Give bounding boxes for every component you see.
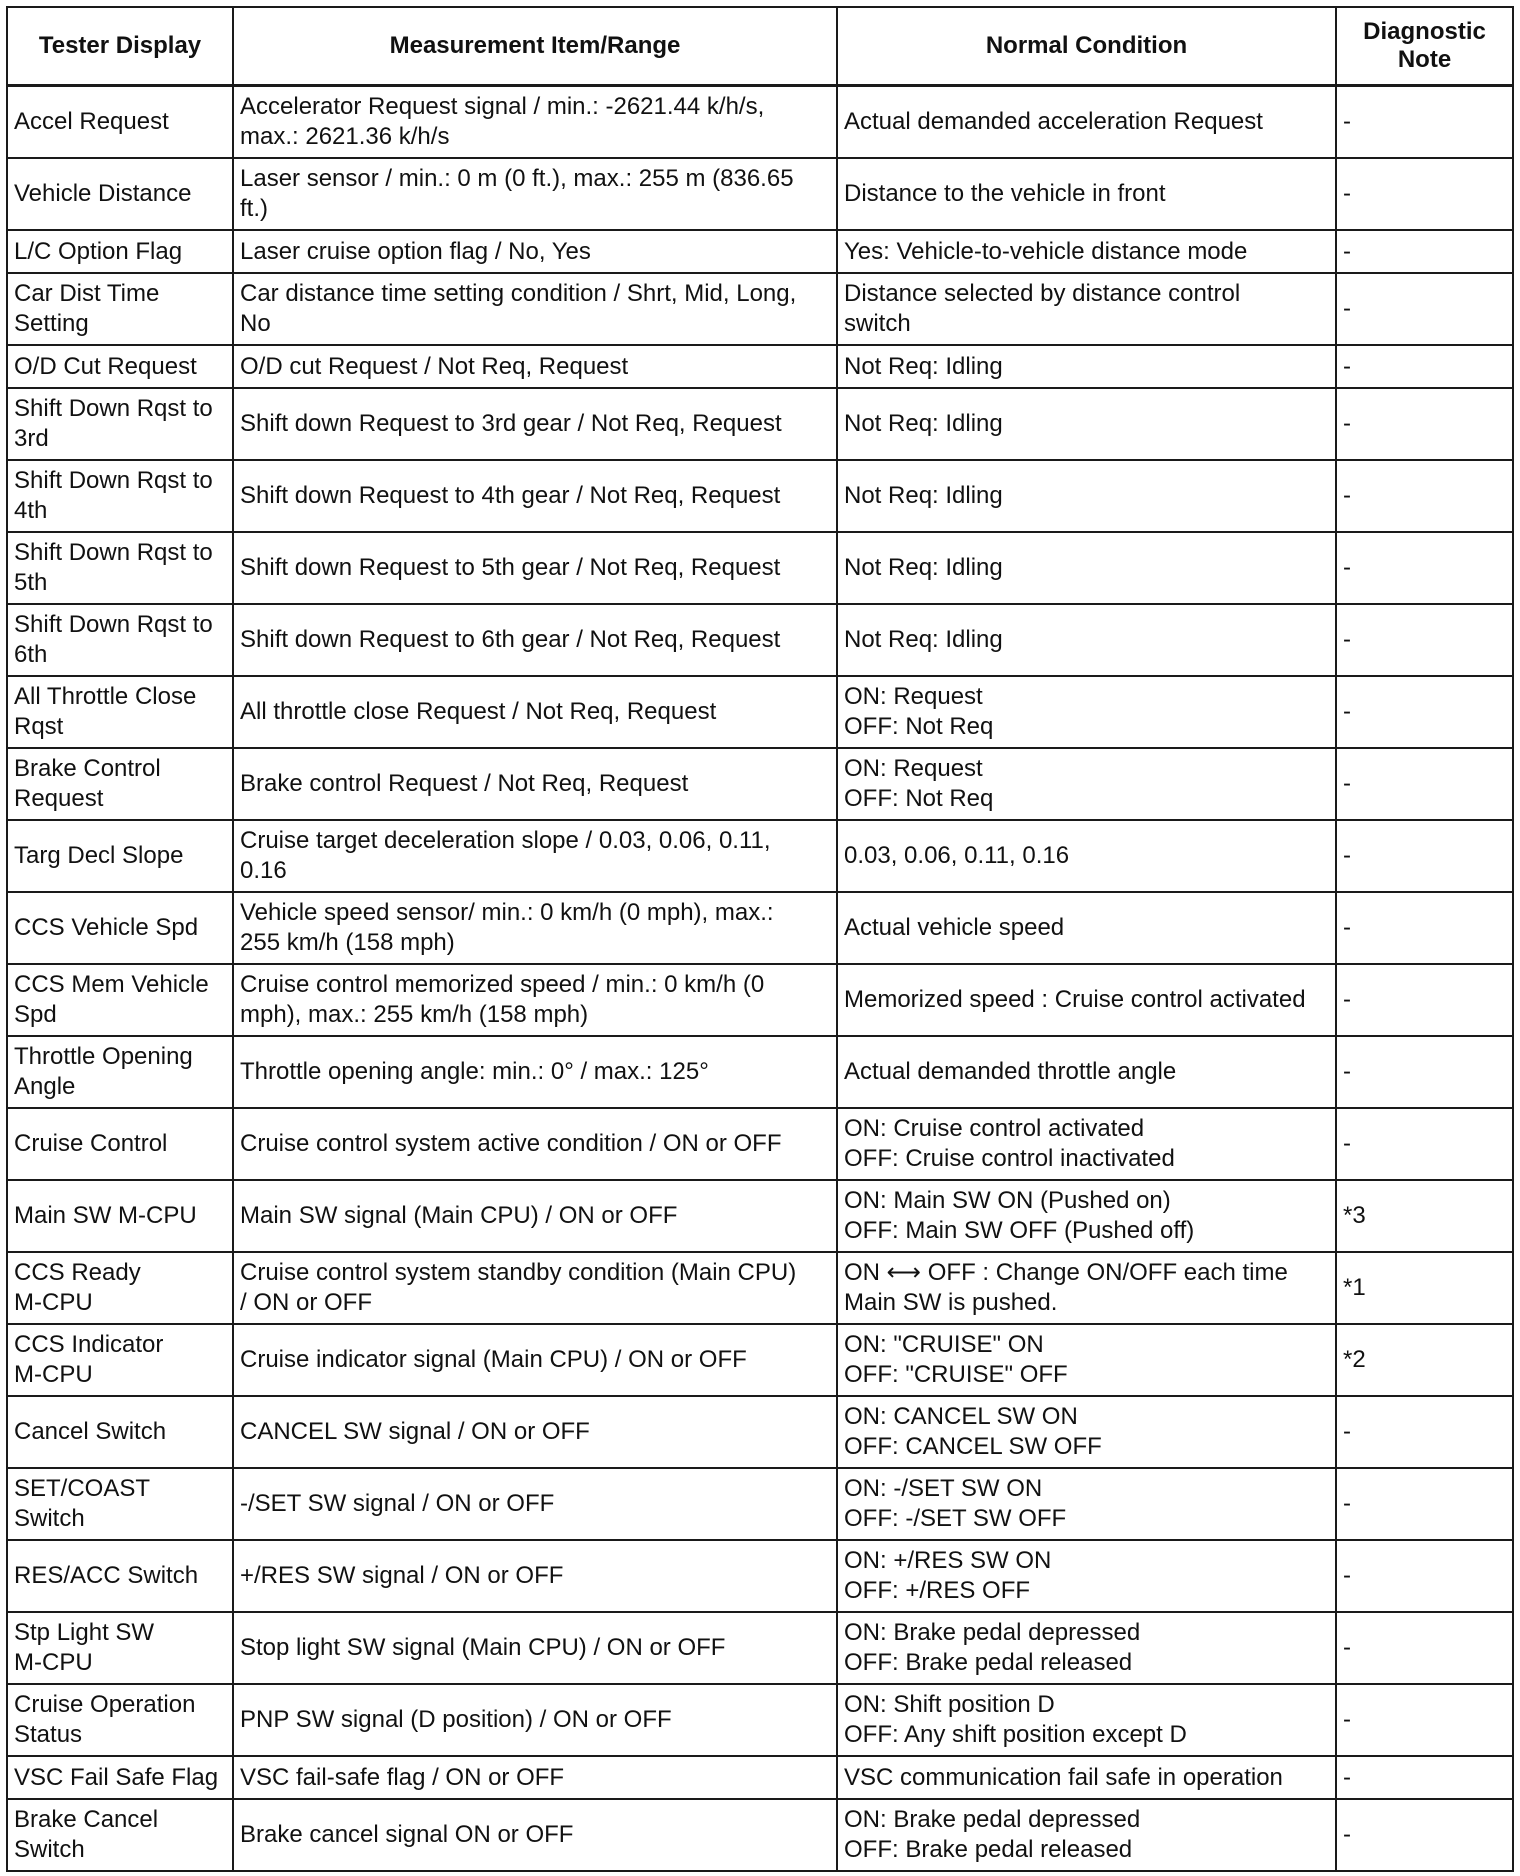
table-row <box>7 158 1513 230</box>
cell-tester-display: Shift Down Rqst to 3rd <box>7 388 233 460</box>
header-measurement: Measurement Item/Range <box>233 7 837 86</box>
cell-tester-display: Main SW M-CPU <box>7 1180 233 1252</box>
cell-normal-condition: Not Req: Idling <box>837 345 1336 388</box>
table-row <box>7 1684 1513 1756</box>
table-body <box>7 86 1513 1872</box>
cell-normal-condition: Not Req: Idling <box>837 604 1336 676</box>
cell-measurement: Laser cruise option flag / No, Yes <box>233 230 837 273</box>
cell-measurement: Vehicle speed sensor/ min.: 0 km/h (0 mph), max.: 255 km/h (158 mph) <box>233 892 837 964</box>
cell-measurement: Car distance time setting condition / Shrt, Mid, Long, No <box>233 273 837 345</box>
cell-diagnostic-note: - <box>1336 1108 1513 1180</box>
cell-tester-display: SET/COAST Switch <box>7 1468 233 1540</box>
cell-measurement: Cruise target deceleration slope / 0.03, 0.06, 0.11, 0.16 <box>233 820 837 892</box>
cell-normal-condition: ON ⟷ OFF : Change ON/OFF each time Main SW is pushed. <box>837 1252 1336 1324</box>
table-row <box>7 273 1513 345</box>
cell-measurement: Throttle opening angle: min.: 0° / max.: 125° <box>233 1036 837 1108</box>
cell-tester-display: Throttle Opening Angle <box>7 1036 233 1108</box>
table-row <box>7 1756 1513 1799</box>
cell-measurement: Cruise control system standby condition (Main CPU) / ON or OFF <box>233 1252 837 1324</box>
table-header <box>7 7 1513 86</box>
cell-tester-display: Brake Cancel Switch <box>7 1799 233 1871</box>
cell-diagnostic-note: - <box>1336 273 1513 345</box>
cell-tester-display: Car Dist Time Setting <box>7 273 233 345</box>
table-row <box>7 1612 1513 1684</box>
cell-measurement: Cruise indicator signal (Main CPU) / ON or OFF <box>233 1324 837 1396</box>
cell-measurement: VSC fail-safe flag / ON or OFF <box>233 1756 837 1799</box>
cell-normal-condition: Distance to the vehicle in front <box>837 158 1336 230</box>
cell-normal-condition: ON: Shift position D OFF: Any shift position except D <box>837 1684 1336 1756</box>
cell-measurement: Shift down Request to 6th gear / Not Req, Request <box>233 604 837 676</box>
cell-tester-display: Cruise Control <box>7 1108 233 1180</box>
cell-tester-display: Shift Down Rqst to 5th <box>7 532 233 604</box>
cell-diagnostic-note: - <box>1336 748 1513 820</box>
cell-measurement: Brake control Request / Not Req, Request <box>233 748 837 820</box>
cell-tester-display: Shift Down Rqst to 6th <box>7 604 233 676</box>
cell-diagnostic-note: - <box>1336 1612 1513 1684</box>
cell-diagnostic-note: - <box>1336 676 1513 748</box>
cell-diagnostic-note: - <box>1336 820 1513 892</box>
cell-normal-condition: Actual demanded throttle angle <box>837 1036 1336 1108</box>
table-row <box>7 86 1513 159</box>
cell-measurement: Shift down Request to 5th gear / Not Req, Request <box>233 532 837 604</box>
table-row <box>7 964 1513 1036</box>
cell-normal-condition: ON: Main SW ON (Pushed on) OFF: Main SW OFF (Pushed off) <box>837 1180 1336 1252</box>
cell-diagnostic-note: *1 <box>1336 1252 1513 1324</box>
cell-measurement: PNP SW signal (D position) / ON or OFF <box>233 1684 837 1756</box>
cell-tester-display: CCS Vehicle Spd <box>7 892 233 964</box>
cell-tester-display: O/D Cut Request <box>7 345 233 388</box>
cell-tester-display: CCS Mem Vehicle Spd <box>7 964 233 1036</box>
cell-normal-condition: Distance selected by distance control switch <box>837 273 1336 345</box>
table-row <box>7 892 1513 964</box>
cell-normal-condition: ON: -/SET SW ON OFF: -/SET SW OFF <box>837 1468 1336 1540</box>
cell-measurement: Shift down Request to 4th gear / Not Req, Request <box>233 460 837 532</box>
table-row <box>7 388 1513 460</box>
cell-diagnostic-note: - <box>1336 345 1513 388</box>
cell-normal-condition: Actual vehicle speed <box>837 892 1336 964</box>
cell-normal-condition: Not Req: Idling <box>837 460 1336 532</box>
data-list-sheet <box>6 6 1512 1870</box>
cell-diagnostic-note: - <box>1336 86 1513 159</box>
cell-tester-display: CCS Ready M-CPU <box>7 1252 233 1324</box>
cell-diagnostic-note: - <box>1336 1684 1513 1756</box>
cell-normal-condition: 0.03, 0.06, 0.11, 0.16 <box>837 820 1336 892</box>
cell-diagnostic-note: *2 <box>1336 1324 1513 1396</box>
cell-normal-condition: ON: Brake pedal depressed OFF: Brake pedal released <box>837 1612 1336 1684</box>
cell-normal-condition: ON: Cruise control activated OFF: Cruise control inactivated <box>837 1108 1336 1180</box>
cell-diagnostic-note: - <box>1336 964 1513 1036</box>
table-row <box>7 748 1513 820</box>
cell-diagnostic-note: *3 <box>1336 1180 1513 1252</box>
header-row <box>7 7 1513 86</box>
cell-normal-condition: Not Req: Idling <box>837 388 1336 460</box>
cell-measurement: Main SW signal (Main CPU) / ON or OFF <box>233 1180 837 1252</box>
table-row <box>7 604 1513 676</box>
header-normal-condition: Normal Condition <box>837 7 1336 86</box>
cell-normal-condition: ON: "CRUISE" ON OFF: "CRUISE" OFF <box>837 1324 1336 1396</box>
table-row <box>7 1799 1513 1871</box>
cell-tester-display: Accel Request <box>7 86 233 159</box>
cell-diagnostic-note: - <box>1336 158 1513 230</box>
table-row <box>7 1396 1513 1468</box>
cell-measurement: O/D cut Request / Not Req, Request <box>233 345 837 388</box>
cell-measurement: Laser sensor / min.: 0 m (0 ft.), max.: 255 m (836.65 ft.) <box>233 158 837 230</box>
cell-tester-display: Vehicle Distance <box>7 158 233 230</box>
cell-normal-condition: Not Req: Idling <box>837 532 1336 604</box>
cell-tester-display: All Throttle Close Rqst <box>7 676 233 748</box>
table-row <box>7 1252 1513 1324</box>
cell-diagnostic-note: - <box>1336 1468 1513 1540</box>
cell-normal-condition: ON: Brake pedal depressed OFF: Brake pedal released <box>837 1799 1336 1871</box>
cell-diagnostic-note: - <box>1336 604 1513 676</box>
cell-diagnostic-note: - <box>1336 230 1513 273</box>
cell-diagnostic-note: - <box>1336 1799 1513 1871</box>
cell-normal-condition: ON: CANCEL SW ON OFF: CANCEL SW OFF <box>837 1396 1336 1468</box>
cell-tester-display: CCS Indicator M-CPU <box>7 1324 233 1396</box>
cell-tester-display: Stp Light SW M-CPU <box>7 1612 233 1684</box>
cell-diagnostic-note: - <box>1336 532 1513 604</box>
cell-measurement: CANCEL SW signal / ON or OFF <box>233 1396 837 1468</box>
cell-normal-condition: Memorized speed : Cruise control activated <box>837 964 1336 1036</box>
cell-normal-condition: ON: Request OFF: Not Req <box>837 676 1336 748</box>
table-row <box>7 460 1513 532</box>
cell-tester-display: L/C Option Flag <box>7 230 233 273</box>
cell-diagnostic-note: - <box>1336 892 1513 964</box>
cell-measurement: Stop light SW signal (Main CPU) / ON or OFF <box>233 1612 837 1684</box>
cell-tester-display: Targ Decl Slope <box>7 820 233 892</box>
table-row <box>7 1540 1513 1612</box>
cell-normal-condition: ON: +/RES SW ON OFF: +/RES OFF <box>837 1540 1336 1612</box>
table-row <box>7 1180 1513 1252</box>
cell-tester-display: Brake Control Request <box>7 748 233 820</box>
cell-diagnostic-note: - <box>1336 460 1513 532</box>
cell-measurement: +/RES SW signal / ON or OFF <box>233 1540 837 1612</box>
cell-tester-display: Shift Down Rqst to 4th <box>7 460 233 532</box>
cell-diagnostic-note: - <box>1336 1540 1513 1612</box>
cell-measurement: Shift down Request to 3rd gear / Not Req, Request <box>233 388 837 460</box>
cell-diagnostic-note: - <box>1336 388 1513 460</box>
cell-measurement: Accelerator Request signal / min.: -2621.44 k/h/s, max.: 2621.36 k/h/s <box>233 86 837 159</box>
cell-tester-display: VSC Fail Safe Flag <box>7 1756 233 1799</box>
data-list-table <box>6 6 1514 1872</box>
table-row <box>7 1324 1513 1396</box>
cell-tester-display: Cruise Operation Status <box>7 1684 233 1756</box>
cell-measurement: Brake cancel signal ON or OFF <box>233 1799 837 1871</box>
header-tester-display: Tester Display <box>7 7 233 86</box>
cell-normal-condition: Actual demanded acceleration Request <box>837 86 1336 159</box>
table-row <box>7 676 1513 748</box>
table-row <box>7 1108 1513 1180</box>
table-row <box>7 532 1513 604</box>
cell-normal-condition: Yes: Vehicle-to-vehicle distance mode <box>837 230 1336 273</box>
cell-normal-condition: ON: Request OFF: Not Req <box>837 748 1336 820</box>
header-diagnostic-note: Diagnostic Note <box>1336 7 1513 86</box>
cell-tester-display: Cancel Switch <box>7 1396 233 1468</box>
cell-tester-display: RES/ACC Switch <box>7 1540 233 1612</box>
table-row <box>7 820 1513 892</box>
cell-diagnostic-note: - <box>1336 1396 1513 1468</box>
table-row <box>7 345 1513 388</box>
table-row <box>7 1036 1513 1108</box>
table-row <box>7 1468 1513 1540</box>
cell-measurement: All throttle close Request / Not Req, Request <box>233 676 837 748</box>
cell-measurement: Cruise control system active condition / ON or OFF <box>233 1108 837 1180</box>
cell-measurement: Cruise control memorized speed / min.: 0 km/h (0 mph), max.: 255 km/h (158 mph) <box>233 964 837 1036</box>
cell-diagnostic-note: - <box>1336 1756 1513 1799</box>
cell-normal-condition: VSC communication fail safe in operation <box>837 1756 1336 1799</box>
cell-diagnostic-note: - <box>1336 1036 1513 1108</box>
cell-measurement: -/SET SW signal / ON or OFF <box>233 1468 837 1540</box>
table-row <box>7 230 1513 273</box>
